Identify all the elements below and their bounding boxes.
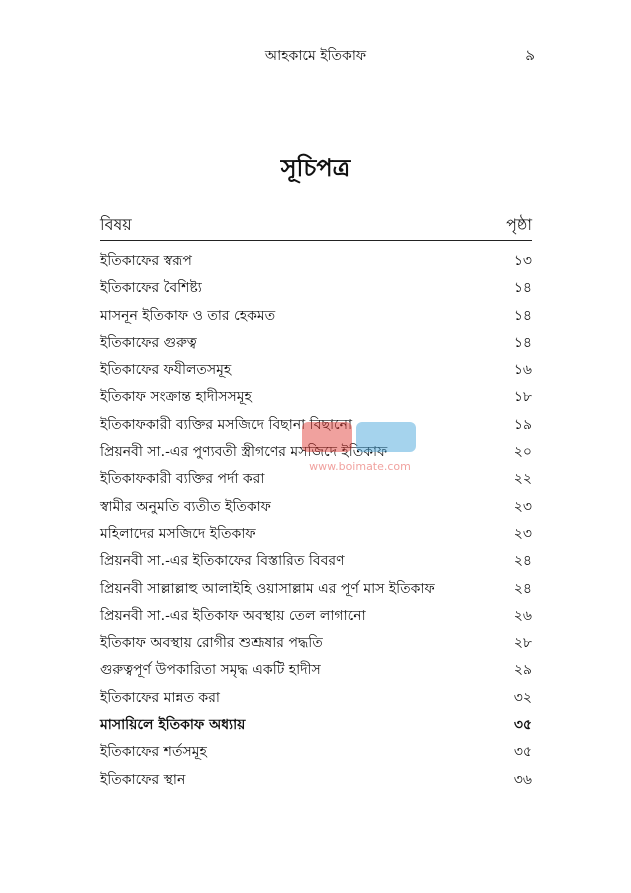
watermark-url: www.boimate.com [309, 460, 411, 473]
toc-entry-page: ২৩ [513, 525, 532, 542]
toc-entry-page: ৩২ [513, 689, 532, 706]
toc-entry-title: ইতিকাফের বৈশিষ্ট্য [100, 280, 202, 297]
toc-entry-page: ১৪ [513, 280, 532, 297]
toc-entry [100, 330, 532, 357]
topic-column-label: বিষয় [100, 215, 132, 234]
toc-section-heading [100, 712, 532, 739]
toc-entry [100, 685, 532, 712]
toc-entry-page: ২৪ [513, 553, 532, 570]
toc-entry [100, 521, 532, 548]
toc-entry [100, 466, 532, 493]
toc-entry-page: ১৪ [513, 334, 532, 351]
toc-entry [100, 248, 532, 275]
toc-entry [100, 439, 532, 466]
toc-entry-title: মহিলাদের মসজিদে ইতিকাফ [100, 525, 256, 542]
toc-entry-title: ইতিকাফের মান্নত করা [100, 689, 220, 706]
toc-entry-title: ইতিকাফকারী ব্যক্তির পর্দা করা [100, 471, 265, 488]
toc-entry [100, 576, 532, 603]
toc-entry-title: মাসনূন ইতিকাফ ও তার হেকমত [100, 307, 276, 324]
toc-entry-page: ১৪ [513, 307, 532, 324]
toc-entry-title: গুরুত্বপূর্ণ উপকারিতা সমৃদ্ধ একটি হাদীস [100, 662, 321, 679]
toc-entry-page: ৩৬ [513, 771, 532, 788]
toc-entry [100, 739, 532, 766]
contents-heading: সূচিপত্র [280, 153, 351, 182]
book-title: আহকামে ইতিকাফ [264, 48, 367, 64]
toc-entry-title: প্রিয়নবী সা.-এর ইতিকাফ অবস্থায় তেল লাগানো [100, 607, 366, 624]
toc-entry-page: ২২ [513, 471, 532, 488]
toc-entry-page: ৩৫ [513, 744, 532, 761]
toc-list [100, 248, 532, 794]
toc-entry-title: ইতিকাফের গুরুত্ব [100, 334, 197, 351]
toc-entry-title: মাসায়িলে ইতিকাফ অধ্যায় [100, 717, 246, 734]
toc-entry [100, 275, 532, 302]
toc-entry-title: ইতিকাফ সংক্রান্ত হাদীসসমূহ [100, 389, 252, 406]
toc-entry-page: ২৮ [513, 635, 532, 652]
toc-entry-title: স্বামীর অনুমতি ব্যতীত ইতিকাফ [100, 498, 271, 515]
toc-entry-title: ইতিকাফের স্বরূপ [100, 253, 192, 269]
toc-column-header [100, 210, 532, 241]
toc-entry-page: ১৯ [513, 416, 532, 433]
toc-entry-page: ১৩ [513, 253, 532, 269]
toc-entry-page: ২০ [513, 444, 532, 461]
toc-entry-title: ইতিকাফকারী ব্যক্তির মসজিদে বিছানা বিছানো [100, 416, 353, 433]
toc-entry-title: প্রিয়নবী সাল্লাল্লাহু আলাইহি ওয়াসাল্লাম এর পূর্ণ মাস ইতিকাফ [100, 580, 435, 597]
toc-entry-page: ৩৫ [513, 717, 532, 734]
page-number: ৯ [525, 46, 535, 64]
toc-entry-title: ইতিকাফের স্থান [100, 771, 186, 788]
toc-entry-page: ২৬ [513, 607, 532, 624]
toc-entry-page: ২৩ [513, 498, 532, 515]
toc-entry [100, 384, 532, 411]
toc-entry-title: প্রিয়নবী সা.-এর পুণ্যবতী স্ত্রীগণের মসজিদে ইতিকাফ [100, 444, 388, 461]
toc-entry [100, 494, 532, 521]
toc-entry [100, 603, 532, 630]
toc-entry-title: ইতিকাফের শর্তসমূহ [100, 744, 207, 761]
toc-entry-title: ইতিকাফ অবস্থায় রোগীর শুশ্রূষার পদ্ধতি [100, 635, 323, 652]
toc-entry [100, 548, 532, 575]
toc-entry [100, 303, 532, 330]
page-column-label: পৃষ্ঠা [506, 215, 532, 234]
toc-entry [100, 767, 532, 794]
toc-entry [100, 657, 532, 684]
toc-entry-page: ১৮ [513, 389, 532, 406]
toc-entry-page: ২৪ [513, 580, 532, 597]
toc-entry [100, 412, 532, 439]
toc-entry [100, 630, 532, 657]
toc-entry-page: ২৯ [513, 662, 532, 679]
toc-entry-title: প্রিয়নবী সা.-এর ইতিকাফের বিস্তারিত বিবরণ [100, 553, 345, 570]
toc-entry-title: ইতিকাফের ফযীলতসমূহ [100, 362, 232, 379]
running-header [0, 40, 631, 66]
toc-entry-page: ১৬ [513, 362, 532, 379]
toc-entry [100, 357, 532, 384]
